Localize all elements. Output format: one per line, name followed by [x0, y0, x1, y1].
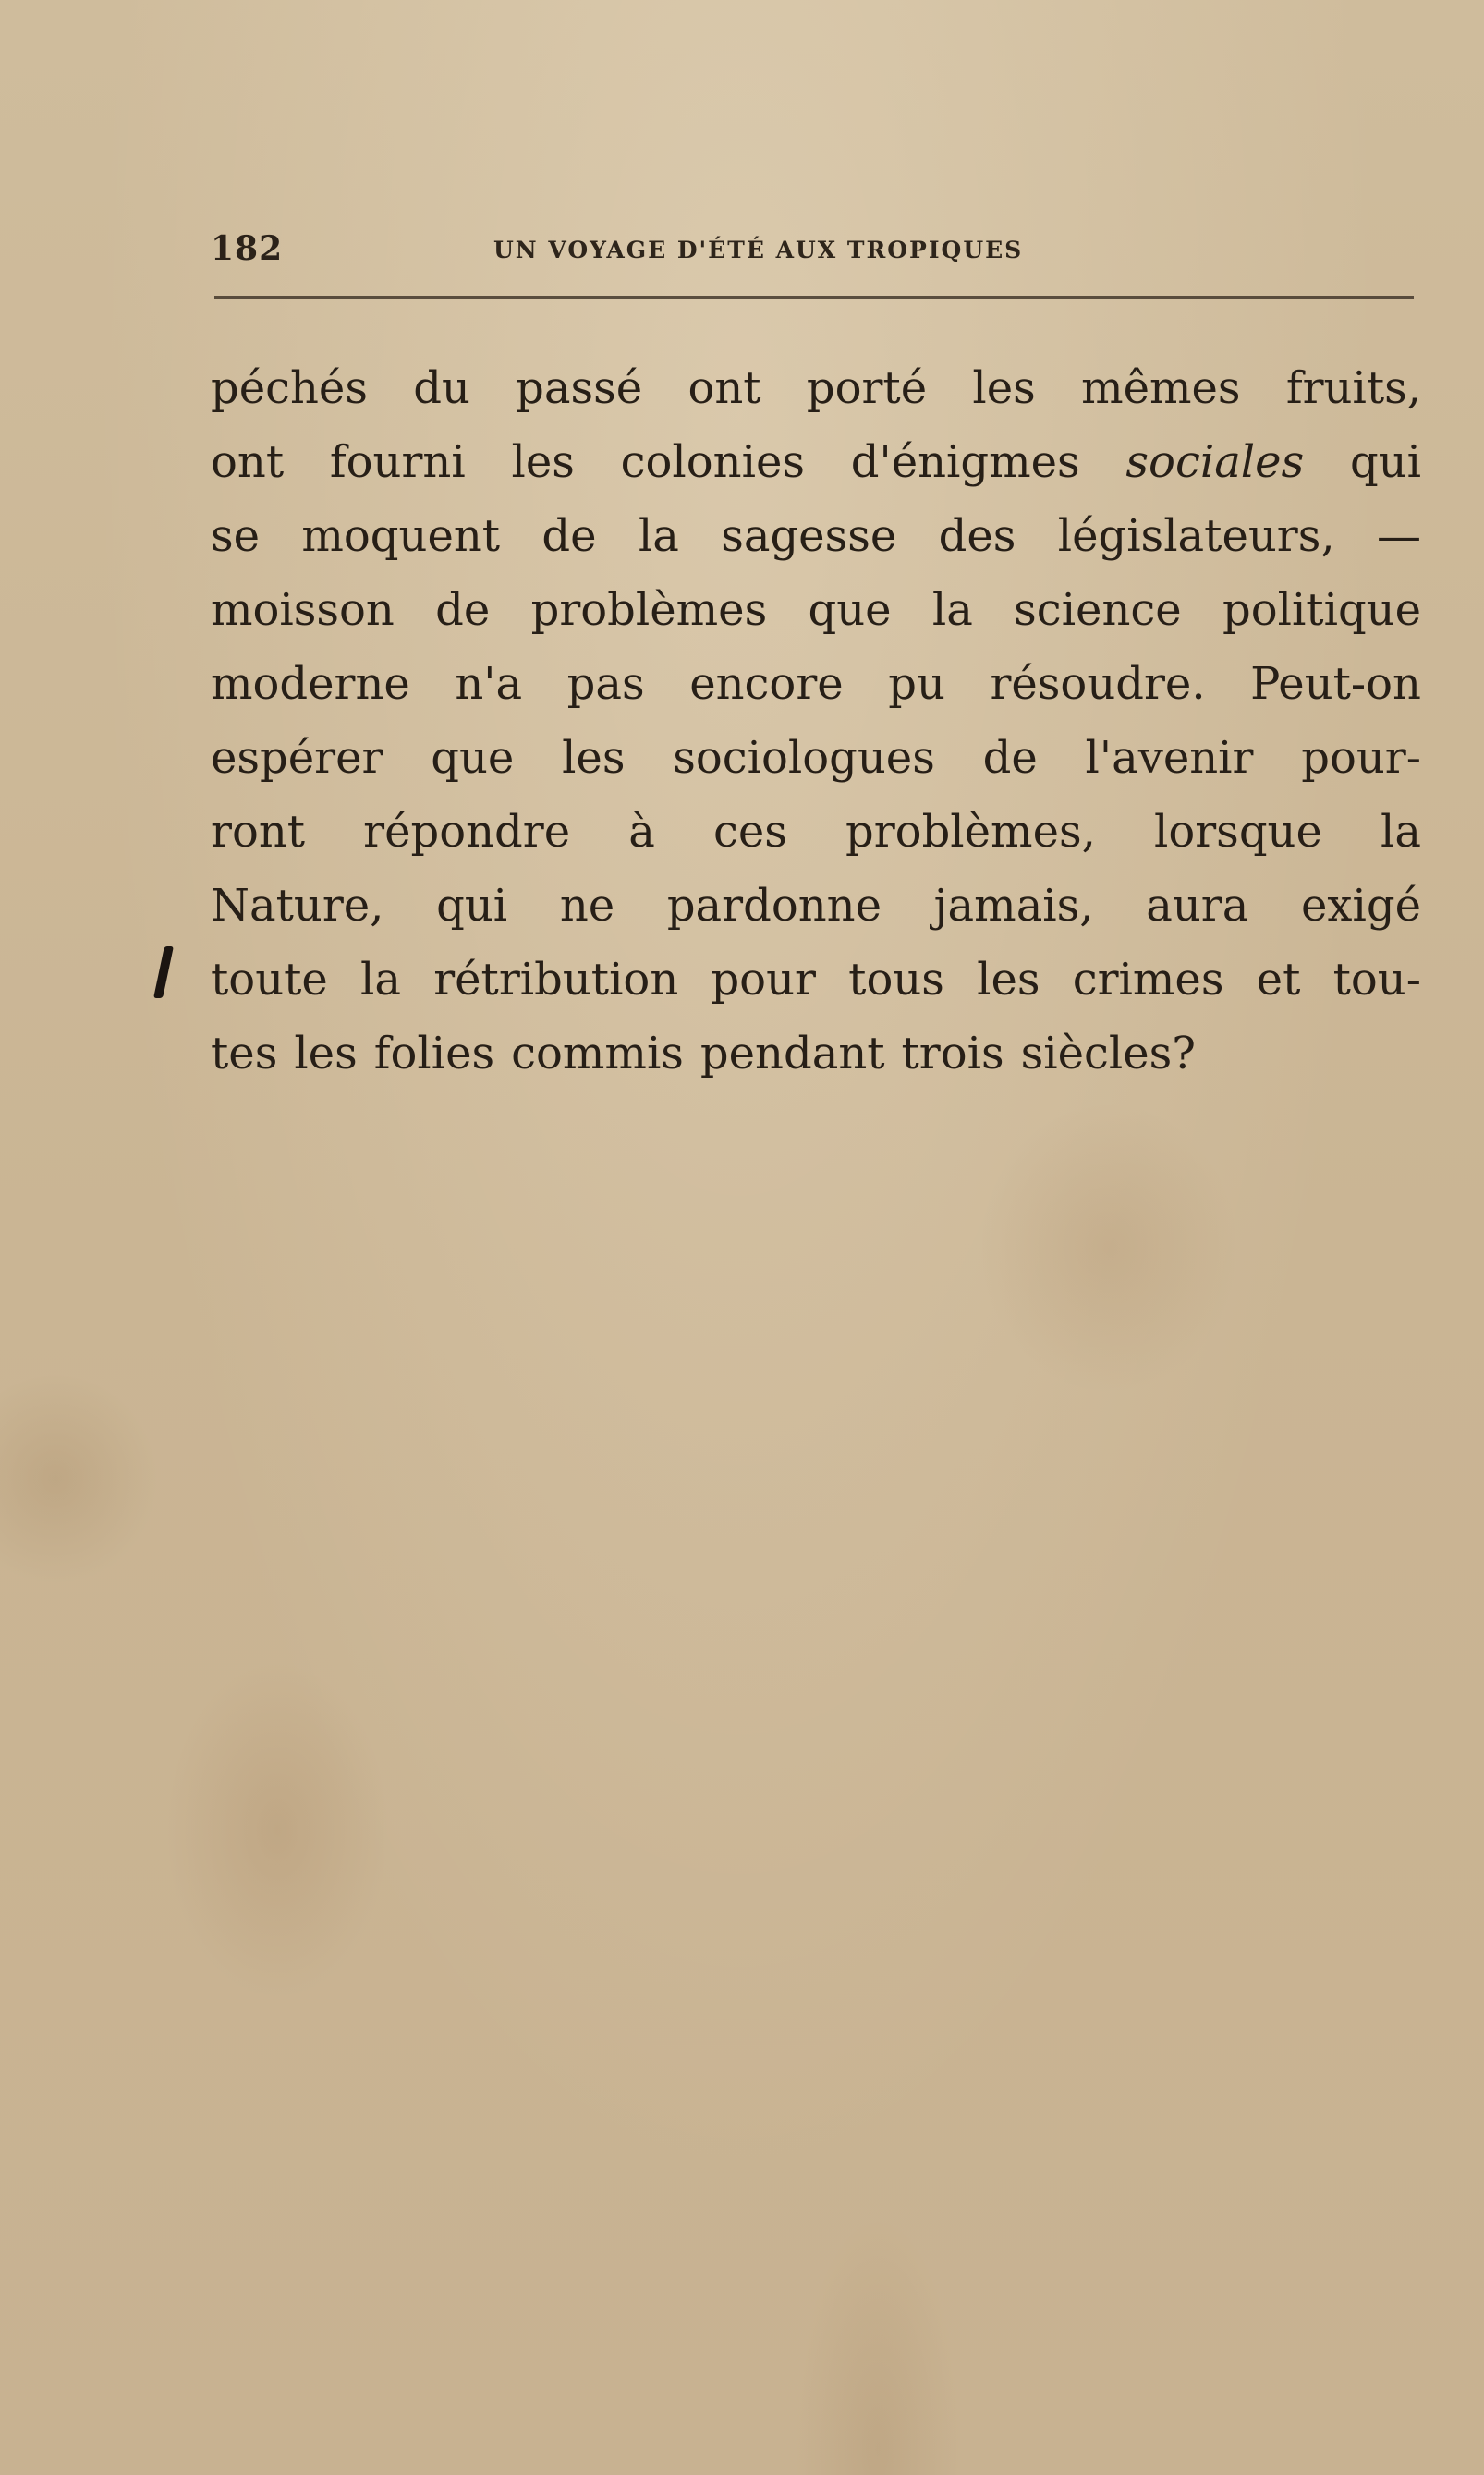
text-line — [211, 721, 1421, 795]
word: des — [938, 510, 1016, 562]
word: folies — [373, 1028, 495, 1079]
word: de — [435, 584, 491, 636]
word: du — [413, 362, 470, 414]
word: et — [1256, 954, 1301, 1006]
word: trois — [901, 1028, 1004, 1079]
page-number: 182 — [211, 229, 284, 268]
word: porté — [806, 362, 928, 414]
word: pendant — [699, 1028, 885, 1079]
word: d'énigmes — [850, 436, 1080, 488]
word: moisson — [211, 584, 395, 636]
word: moquent — [301, 510, 501, 562]
word: qui — [436, 880, 508, 932]
word: résoudre. — [990, 658, 1206, 710]
word: de — [982, 732, 1038, 784]
text-line — [211, 573, 1421, 647]
word: législateurs, — [1057, 510, 1335, 562]
word: pour — [711, 954, 816, 1006]
word: ont — [211, 436, 285, 488]
word: fourni — [329, 436, 466, 488]
word: l'avenir — [1085, 732, 1254, 784]
word: répondre — [363, 806, 571, 858]
word: sociales — [1125, 436, 1305, 488]
word: pu — [888, 658, 945, 710]
text-line — [211, 499, 1421, 573]
word: problèmes — [530, 584, 768, 636]
word: siècles? — [1020, 1028, 1197, 1079]
word: à — [628, 806, 655, 858]
word: la — [360, 954, 401, 1006]
word: de — [541, 510, 597, 562]
text-line — [211, 1017, 1421, 1091]
word: que — [431, 732, 515, 784]
word: moderne — [211, 658, 410, 710]
word: — — [1376, 510, 1421, 562]
word: pour- — [1301, 732, 1421, 784]
word: que — [808, 584, 892, 636]
word: péchés — [211, 362, 368, 414]
word: exigé — [1301, 880, 1421, 932]
word: tous — [848, 954, 944, 1006]
word: mêmes — [1081, 362, 1241, 414]
word: encore — [689, 658, 844, 710]
word: Nature, — [211, 880, 384, 932]
word: colonies — [620, 436, 805, 488]
word: pardonne — [666, 880, 882, 932]
word: problèmes, — [845, 806, 1096, 858]
word: sociologues — [673, 732, 935, 784]
text-line — [211, 869, 1421, 943]
text-line — [211, 795, 1421, 869]
text-line — [211, 647, 1421, 721]
text-line — [211, 351, 1421, 425]
text-line — [211, 943, 1421, 1017]
word: lorsque — [1153, 806, 1322, 858]
word: les — [294, 1028, 358, 1079]
body-paragraph — [211, 351, 1421, 1091]
word: les — [977, 954, 1040, 1006]
word: les — [511, 436, 575, 488]
word: ont — [687, 362, 761, 414]
word: ront — [211, 806, 306, 858]
word: fruits, — [1285, 362, 1421, 414]
word: les — [562, 732, 626, 784]
word: qui — [1349, 436, 1421, 488]
word: ne — [559, 880, 615, 932]
word: toute — [211, 954, 328, 1006]
word: rétribution — [433, 954, 679, 1006]
word: politique — [1222, 584, 1421, 636]
margin-pencil-mark — [153, 946, 174, 998]
word: commis — [511, 1028, 684, 1079]
word: sagesse — [721, 510, 897, 562]
word: tes — [211, 1028, 278, 1079]
running-title: UN VOYAGE D'ÉTÉ AUX TROPIQUES — [493, 237, 1024, 263]
word: n'a — [455, 658, 523, 710]
word: pas — [566, 658, 645, 710]
word: se — [211, 510, 261, 562]
word: passé — [516, 362, 643, 414]
word: science — [1014, 584, 1182, 636]
word: la — [638, 510, 679, 562]
word: espérer — [211, 732, 383, 784]
word: crimes — [1072, 954, 1224, 1006]
word: tou- — [1332, 954, 1421, 1006]
word: la — [931, 584, 973, 636]
page-header — [211, 229, 1410, 275]
header-rule — [214, 296, 1414, 299]
word: aura — [1146, 880, 1249, 932]
text-line — [211, 425, 1421, 499]
word: la — [1380, 806, 1421, 858]
word: jamais, — [933, 880, 1094, 932]
word: Peut-on — [1250, 658, 1421, 710]
word: ces — [712, 806, 787, 858]
word: les — [972, 362, 1036, 414]
